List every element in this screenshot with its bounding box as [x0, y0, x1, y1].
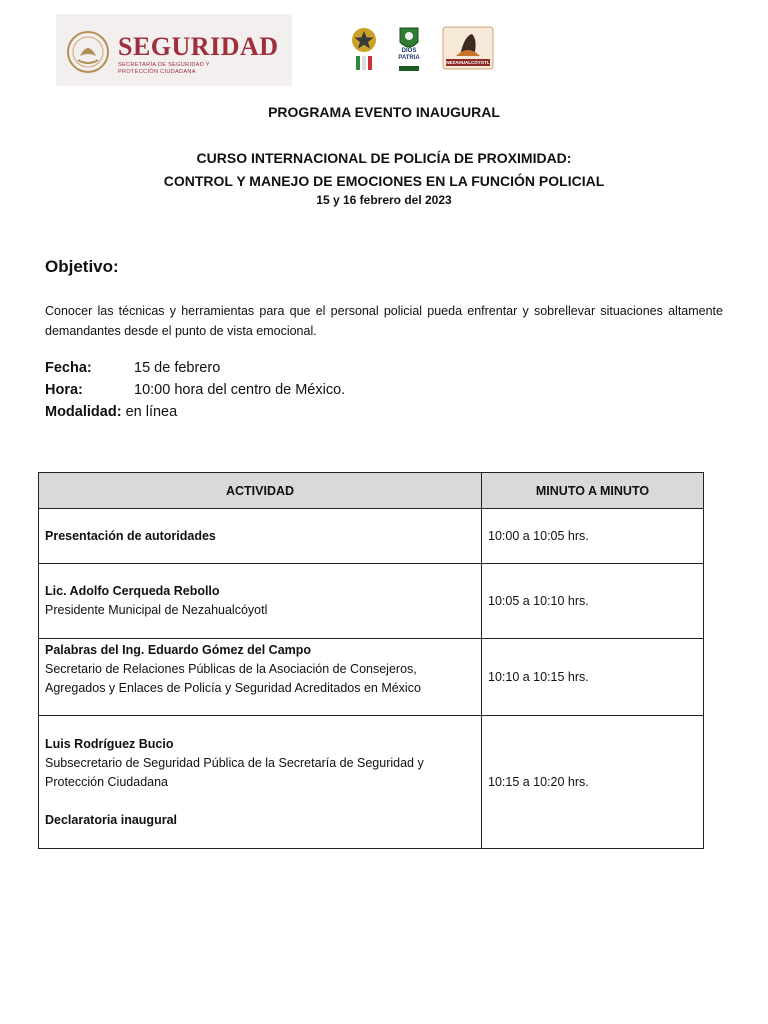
hora-label: Hora: [45, 382, 83, 398]
time-cell: 10:15 a 10:20 hrs. [482, 716, 704, 849]
info-fecha [45, 360, 221, 376]
seguridad-logo [56, 14, 292, 86]
activity-description-line-2: Agregados y Enlaces de Policía y Seguridad Acreditados en México [45, 681, 421, 695]
course-dates: 15 y 16 febrero del 2023 [316, 193, 452, 207]
activity-description-line-1: Subsecretario de Seguridad Pública de la Secretaría de Seguridad y [45, 755, 424, 770]
badge-caption: NEZAHUALCÓYOTL [446, 60, 490, 65]
activity-cell [39, 509, 482, 564]
objective-text: Conocer las técnicas y herramientas para que el personal policial pueda enfrentar y sobrellevar situaciones altamente demandantes desde el punto de vista emocional. [45, 304, 723, 338]
column-header-time: MINUTO A MINUTO [482, 473, 704, 509]
time-cell: 10:00 a 10:05 hrs. [482, 509, 704, 564]
activity-name: Lic. Adolfo Cerqueda Rebollo [45, 584, 220, 598]
badge-caption: DIOS PATRIA [398, 48, 420, 61]
activity-name: Presentación de autoridades [45, 528, 216, 543]
activity-cell [39, 564, 482, 639]
document-header [0, 14, 768, 92]
program-title: PROGRAMA EVENTO INAUGURAL [268, 104, 500, 120]
info-modalidad [45, 404, 177, 420]
time-cell: 10:05 a 10:10 hrs. [482, 564, 704, 639]
info-hora [45, 382, 346, 398]
hora-value: 10:00 hora del centro de México. [134, 382, 346, 398]
agency-subtitle: SECRETARÍA DE SEGURIDAD Y PROTECCIÓN CIUDADANA [118, 62, 210, 75]
activity-name: Palabras del Ing. Eduardo Gómez del Campo [45, 643, 312, 657]
course-title-line-2: CONTROL Y MANEJO DE EMOCIONES EN LA FUNCIÓN POLICIAL [163, 173, 605, 189]
activity-cell [39, 639, 482, 716]
schedule-table [38, 472, 704, 849]
activity-cell [39, 716, 482, 849]
column-header-activity: ACTIVIDAD [39, 473, 482, 509]
table-row [39, 509, 704, 564]
objective-heading: Objetivo: [45, 257, 119, 276]
agency-name: SEGURIDAD [118, 32, 279, 61]
nezahualcoyotl-badge [442, 26, 494, 70]
table-row [39, 639, 704, 716]
activity-description-line-1: Secretario de Relaciones Públicas de la Asociación de Consejeros, [45, 662, 417, 676]
activity-note: Declaratoria inaugural [45, 812, 177, 827]
modalidad-value: en línea [125, 404, 178, 420]
police-star-badge-icon [350, 26, 378, 72]
table-row [39, 716, 704, 849]
activity-description: Presidente Municipal de Nezahualcóyotl [45, 603, 268, 617]
activity-description-line-2: Protección Ciudadana [45, 774, 168, 789]
dios-patria-badge [396, 26, 422, 72]
mexico-seal-icon [66, 30, 110, 74]
activity-name: Luis Rodríguez Bucio [45, 736, 174, 751]
table-header-row [39, 473, 704, 509]
course-title-line-1: CURSO INTERNACIONAL DE POLICÍA DE PROXIMIDAD: [196, 150, 572, 166]
fecha-label: Fecha: [45, 360, 92, 376]
table-row [39, 564, 704, 639]
spacer [45, 792, 475, 811]
time-cell: 10:10 a 10:15 hrs. [482, 639, 704, 716]
fecha-value: 15 de febrero [134, 360, 221, 376]
modalidad-label: Modalidad: [45, 404, 122, 420]
